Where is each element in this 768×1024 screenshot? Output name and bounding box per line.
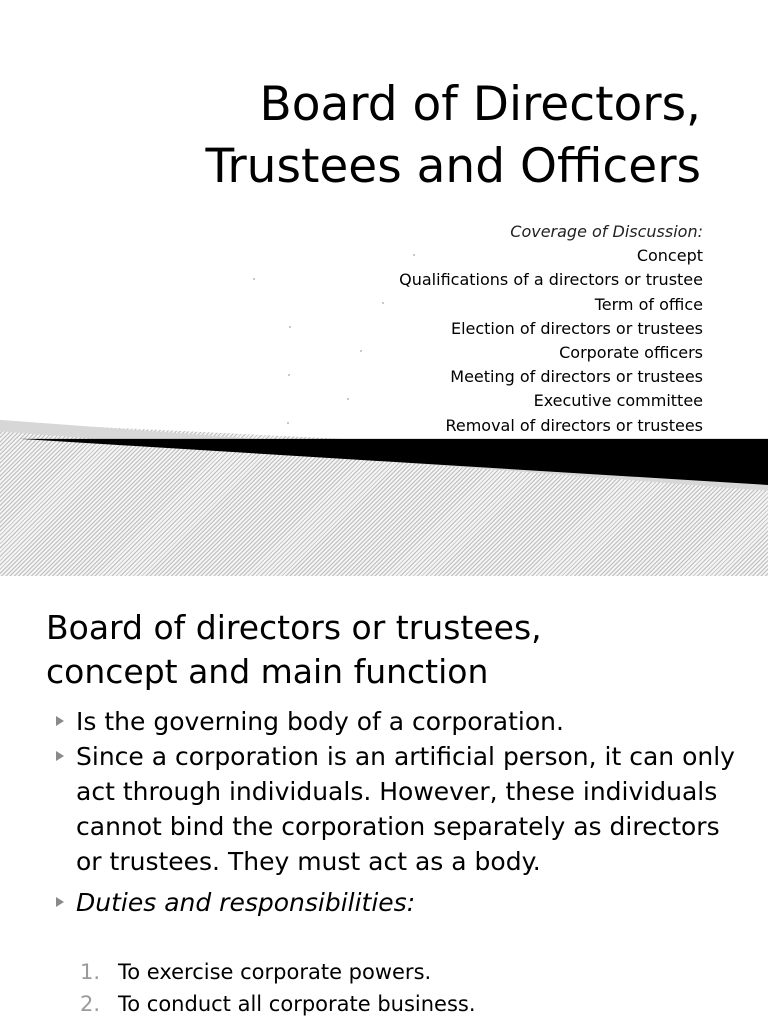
- numbered-sublist: [80, 956, 476, 1020]
- bullet-text: Duties and responsibilities:: [76, 888, 416, 917]
- content-title-line-2: concept and main function: [46, 652, 489, 691]
- numbered-item: [80, 956, 476, 988]
- coverage-item: Corporate officers: [559, 343, 703, 363]
- coverage-item: Term of office: [594, 294, 703, 314]
- bullet-text: Since a corporation is an artificial person, it can only act through individuals. However, these individuals cannot bind the corporation separately as directors or trustees. They must act as a body.: [76, 742, 735, 876]
- decorative-dot: [347, 398, 349, 400]
- bullet-arrow-icon: [56, 751, 64, 761]
- slide-title-line-2: Trustees and Officers: [205, 139, 701, 194]
- decorative-dot: [382, 302, 384, 304]
- decorative-dot: [253, 278, 255, 280]
- coverage-item: Qualifications of a directors or trustee: [399, 270, 703, 290]
- coverage-item: Removal of directors or trustees: [445, 415, 703, 435]
- bullet-item: [56, 739, 736, 879]
- bullet-list: [56, 704, 736, 920]
- slide-title-line-1: Board of Directors,: [259, 77, 701, 132]
- slide-title: [206, 74, 701, 198]
- coverage-item: Executive committee: [533, 391, 703, 411]
- numbered-item: [80, 988, 476, 1020]
- bullet-item: [56, 885, 736, 920]
- item-number: 2.: [80, 992, 101, 1016]
- decorative-dot: [287, 422, 289, 424]
- item-text: To conduct all corporate business.: [118, 992, 476, 1016]
- item-number: 1.: [80, 960, 101, 984]
- content-slide: [0, 576, 768, 1024]
- coverage-item: Election of directors or trustees: [450, 318, 703, 338]
- decorative-dot: [360, 350, 362, 352]
- content-slide-title: [46, 606, 542, 694]
- item-text: To exercise corporate powers.: [118, 960, 432, 984]
- decorative-dot: [289, 326, 291, 328]
- bullet-arrow-icon: [56, 897, 64, 907]
- coverage-heading: Coverage of Discussion:: [510, 222, 703, 241]
- decorative-dot: [288, 374, 290, 376]
- coverage-item: Concept: [636, 246, 703, 266]
- bullet-arrow-icon: [56, 716, 64, 726]
- bullet-item: [56, 704, 736, 739]
- coverage-list: [399, 220, 703, 438]
- coverage-item: Meeting of directors or trustees: [450, 367, 703, 387]
- bullet-text: Is the governing body of a corporation.: [76, 707, 564, 736]
- content-title-line-1: Board of directors or trustees,: [46, 608, 542, 647]
